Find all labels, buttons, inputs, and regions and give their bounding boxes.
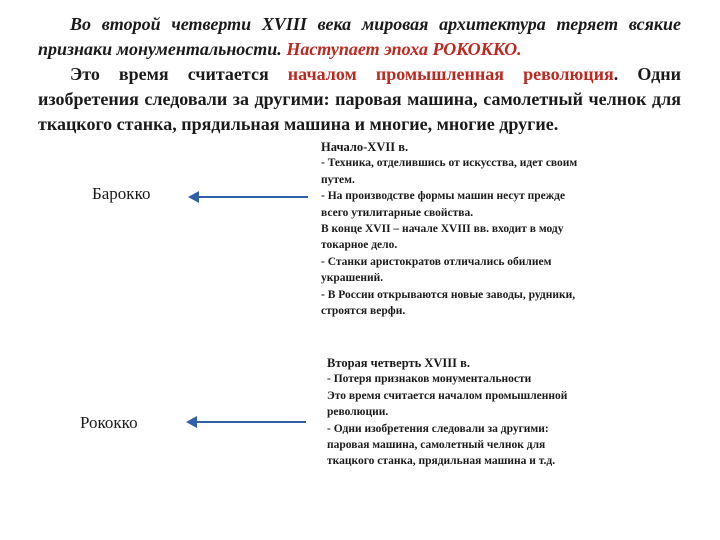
rococo-note-line: - Потеря признаков монументальности	[327, 373, 532, 386]
rococo-note-line: - Одни изобретения следовали за другими:	[327, 422, 549, 435]
baroque-note-line: - В России открываются новые заводы, рудники,	[321, 288, 576, 301]
baroque-note-heading: Начало-XVII в.	[321, 140, 409, 154]
baroque-arrow-icon	[188, 188, 310, 204]
baroque-note-line: - Станки аристократов отличались обилием	[321, 255, 552, 268]
rococo-note-line: революции.	[327, 406, 389, 419]
baroque-note-line: токарное дело.	[321, 239, 398, 252]
rococo-note	[327, 355, 627, 470]
main-text-end: . Одни изобретения следовали за другими: паровая машина, самолетный челнок для ткацкого станка, прядильная машина и многие, многие другие.	[38, 64, 681, 134]
intro-text: мировая архитектура теряет всякие признаки монументальности.	[38, 14, 682, 59]
intro-paragraph	[38, 12, 681, 62]
baroque-note-line: всего утилитарные свойства.	[321, 206, 474, 219]
rococo-note-line: ткацкого станка, прядильная машина и т.д.	[327, 455, 556, 468]
intro-italic-text: Во второй четверти XVIII века	[70, 14, 352, 34]
rococo-arrow-icon	[186, 414, 308, 430]
main-text-start: Это время считается	[70, 64, 288, 84]
baroque-note-line: путем.	[321, 173, 355, 186]
baroque-note-line: строятся верфи.	[321, 305, 406, 318]
baroque-note	[321, 139, 651, 319]
intro-red-text: Наступает эпоха РОКОККО.	[281, 39, 522, 59]
rococo-note-line: паровая машина, самолетный челнок для	[327, 439, 546, 452]
main-red-text: началом промышленная революция	[287, 64, 614, 84]
baroque-note-line: В конце XVII – начале XVIII вв. входит в моду	[321, 223, 564, 236]
baroque-note-line: - На производстве формы машин несут прежде	[321, 190, 566, 203]
main-paragraph	[38, 62, 681, 137]
baroque-note-line: - Техника, отделившись от искусства, идет своим	[321, 157, 578, 170]
rococo-note-line: Это время считается началом промышленной	[327, 389, 568, 402]
rococo-label: Рококко	[80, 413, 138, 432]
rococo-note-heading: Вторая четверть XVIII в.	[327, 356, 470, 370]
baroque-note-line: украшений.	[321, 272, 384, 285]
baroque-label: Барокко	[92, 184, 151, 203]
